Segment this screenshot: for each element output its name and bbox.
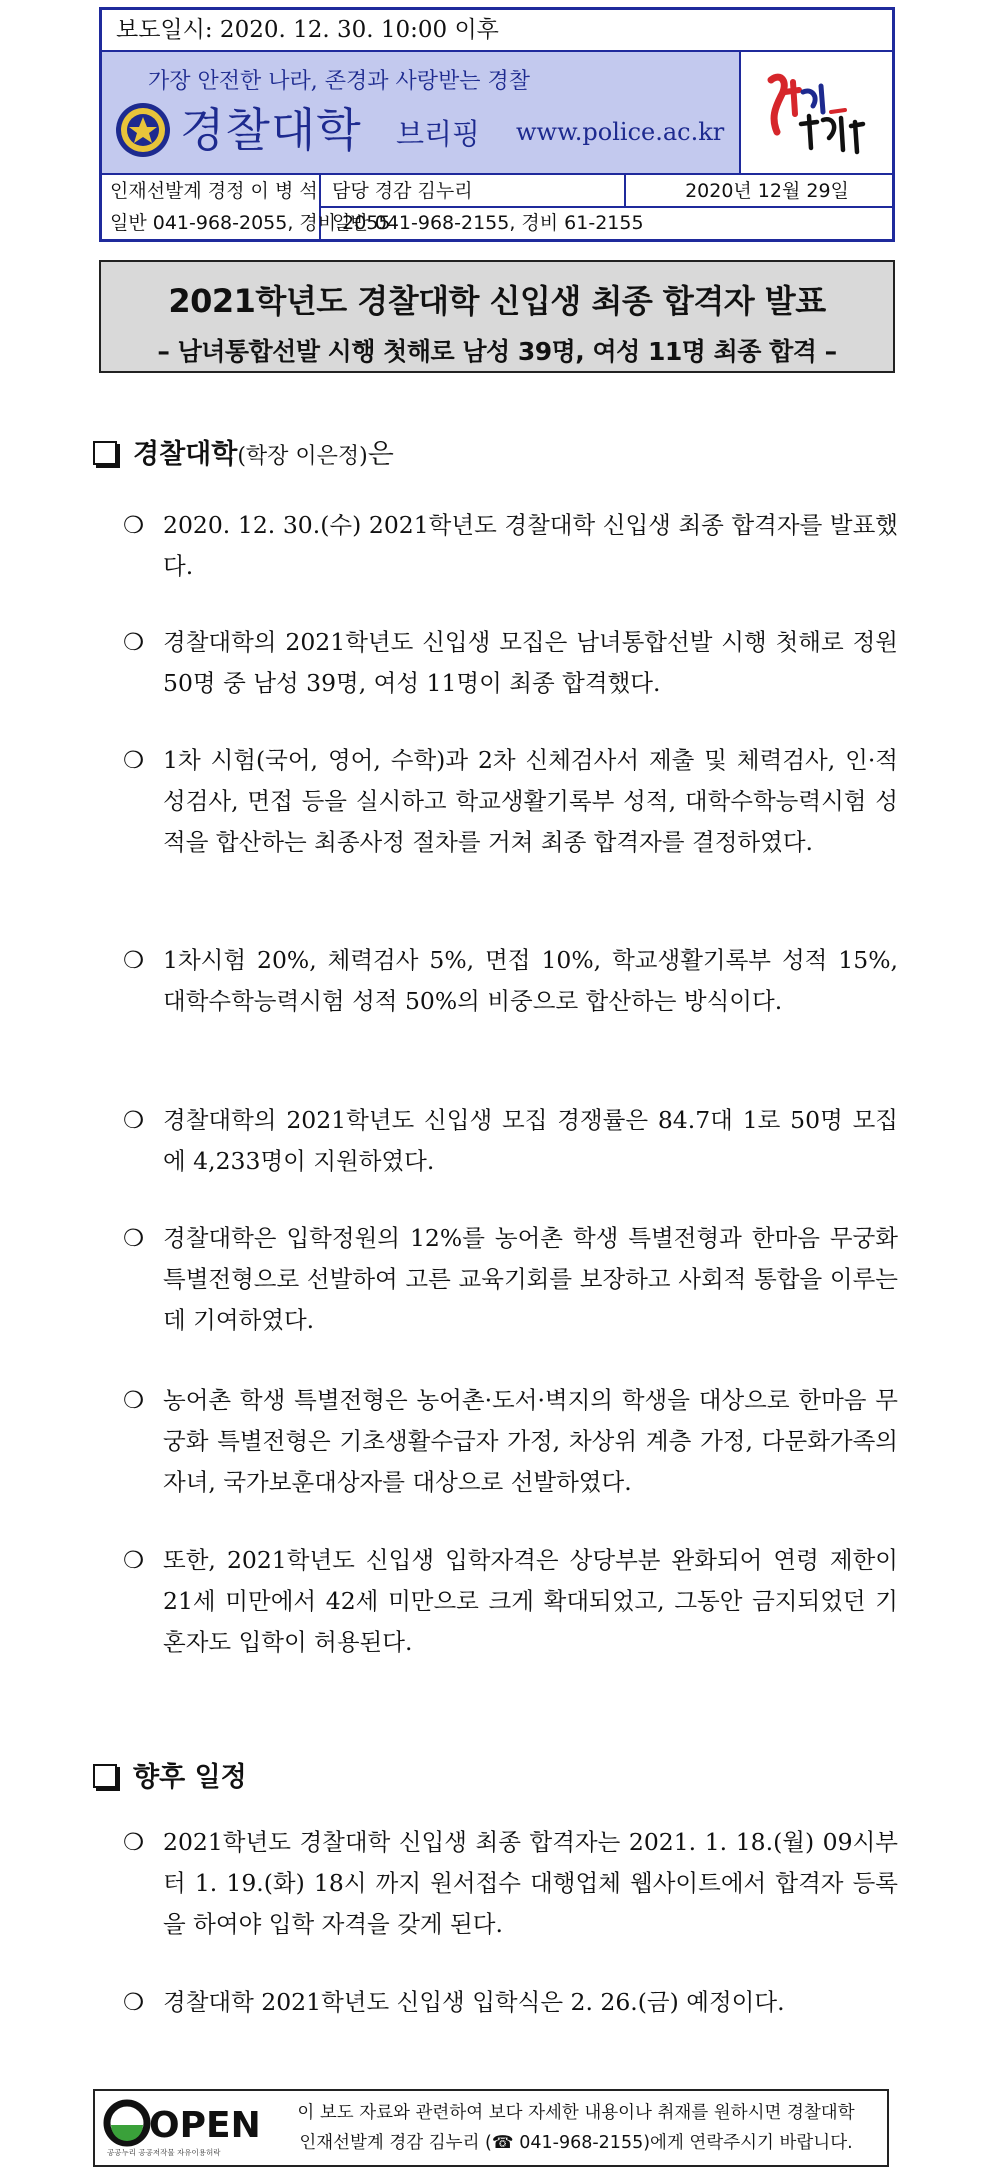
list-item <box>123 622 898 704</box>
contact-footer <box>93 2089 889 2167</box>
press-release-header <box>99 7 895 242</box>
police-emblem-icon <box>114 101 172 159</box>
circle-bullet-icon: ❍ <box>123 1828 145 1856</box>
section-heading-text: 향후 일정 <box>133 1762 247 1793</box>
list-item-text: 경찰대학 2021학년도 신입생 입학식은 2. 26.(금) 예정이다. <box>163 1988 785 2016</box>
list-item-text: 경찰대학은 입학정원의 12%를 농어촌 학생 특별전형과 한마음 무궁화 특별전형으로 선발하여 고른 교육기회를 보장하고 사회적 통합을 이루는데 기여하였다. <box>163 1224 898 1334</box>
list-item-text: 1차시험 20%, 체력검사 5%, 면접 10%, 학교생활기록부 성적 15%, 대학수학능력시험 성적 50%의 비중으로 합산하는 방식이다. <box>163 946 898 1015</box>
slogan: 가장 안전한 나라, 존경과 사랑받는 경찰 <box>148 69 530 94</box>
circle-bullet-icon: ❍ <box>123 1106 145 1134</box>
circle-bullet-icon: ❍ <box>123 1546 145 1574</box>
list-item-text: 2021학년도 경찰대학 신입생 최종 합격자는 2021. 1. 18.(월) 09시부터 1. 19.(화) 18시 까지 원서접수 대행업체 웹사이트에서 합격자 등록을 하여야 입학 자격을 갖게 된다. <box>163 1828 898 1938</box>
list-item <box>123 1540 898 1663</box>
footer-line2: 인재선발계 경감 김누리 (☎ 041-968-2155)에게 연락주시기 바랍니다. <box>299 2133 853 2153</box>
section-heading-schedule <box>93 1755 247 1794</box>
list-item <box>123 1982 898 2023</box>
list-item <box>123 940 898 1022</box>
footer-logo-text: OPEN <box>149 2105 261 2146</box>
list-item <box>123 1822 898 1945</box>
header-title: 경찰대학 <box>180 103 362 157</box>
list-item <box>123 505 898 587</box>
headline-box <box>99 260 895 373</box>
circle-bullet-icon: ❍ <box>123 1386 145 1414</box>
list-item <box>123 1380 898 1503</box>
section-heading-university <box>93 432 394 471</box>
list-item <box>123 1100 898 1182</box>
circle-bullet-icon: ❍ <box>123 946 145 974</box>
divider <box>624 175 626 206</box>
footer-line1: 이 보도 자료와 관련하여 보다 자세한 내용이나 취재를 원하시면 경찰대학 <box>297 2103 855 2123</box>
footer-logo-subtext: 공공누리 공공저작물 자유이용허락 <box>107 2148 221 2157</box>
contact-manager: 담당 경감 김누리 <box>332 180 473 202</box>
square-bullet-icon <box>93 1764 117 1788</box>
list-item-text: 또한, 2021학년도 신입생 입학자격은 상당부분 완화되어 연령 제한이 21세 미만에서 42세 미만으로 크게 확대되었고, 그동안 금지되었던 기혼자도 입학이 허용된다. <box>163 1546 898 1656</box>
headline: 2021학년도 경찰대학 신입생 최종 합격자 발표 <box>168 282 826 320</box>
subheadline: – 남녀통합선발 시행 첫해로 남성 39명, 여성 11명 최종 합격 – <box>157 337 837 366</box>
list-item-text: 2020. 12. 30.(수) 2021학년도 경찰대학 신입생 최종 합격자를 발표했다. <box>163 511 898 580</box>
circle-bullet-icon: ❍ <box>123 1988 145 2016</box>
circle-bullet-icon: ❍ <box>123 628 145 656</box>
list-item-text: 경찰대학의 2021학년도 신입생 모집은 남녀통합선발 시행 첫해로 정원 50명 중 남성 39명, 여성 11명이 최종 합격했다. <box>163 628 898 697</box>
open-license-icon <box>99 2095 264 2161</box>
circle-bullet-icon: ❍ <box>123 746 145 774</box>
contact-dept: 인재선발계 경정 이 병 석 <box>110 180 318 202</box>
list-item-text: 경찰대학의 2021학년도 신입생 모집 경쟁률은 84.7대 1로 50명 모집에 4,233명이 지원하였다. <box>163 1106 898 1175</box>
open-license-logo <box>99 2095 264 2161</box>
section-heading-paren: (학장 이은정) <box>237 444 368 469</box>
contact-manager-phone: 일반 041-968-2155, 경비 61-2155 <box>332 212 644 234</box>
list-item-text: 1차 시험(국어, 영어, 수학)과 2차 신체검사서 제출 및 체력검사, 인·적성검사, 면접 등을 실시하고 학교생활기록부 성적, 대학수학능력시험 성적을 합산하는 최종사정 절차를 거쳐 최종 합격자를 결정하였다. <box>163 746 898 856</box>
square-bullet-icon <box>93 441 117 465</box>
cheer-up-korea-logo <box>739 52 892 173</box>
footer-text <box>270 2098 882 2158</box>
circle-bullet-icon: ❍ <box>123 511 145 539</box>
release-doc-date: 2020년 12월 29일 <box>685 180 849 202</box>
list-item <box>123 740 898 863</box>
contact-dept-phone: 일반 041-968-2055, 경비 2055 <box>110 212 391 234</box>
cheer-up-korea-logo-icon <box>741 52 890 169</box>
section-heading-text: 경찰대학 <box>133 439 238 470</box>
section-heading-suffix: 은 <box>367 439 394 470</box>
header-brief: 브리핑 <box>396 117 481 151</box>
list-item-text: 농어촌 학생 특별전형은 농어촌·도서·벽지의 학생을 대상으로 한마음 무궁화 특별전형은 기초생활수급자 가정, 차상위 계층 가정, 다문화가족의 자녀, 국가보훈대상자를 대상으로 선발하였다. <box>163 1386 898 1496</box>
list-item <box>123 1218 898 1341</box>
website-url: www.police.ac.kr <box>516 118 725 146</box>
header-banner <box>102 52 739 173</box>
release-date: 보도일시: 2020. 12. 30. 10:00 이후 <box>102 10 892 52</box>
contact-table <box>102 173 892 239</box>
circle-bullet-icon: ❍ <box>123 1224 145 1252</box>
